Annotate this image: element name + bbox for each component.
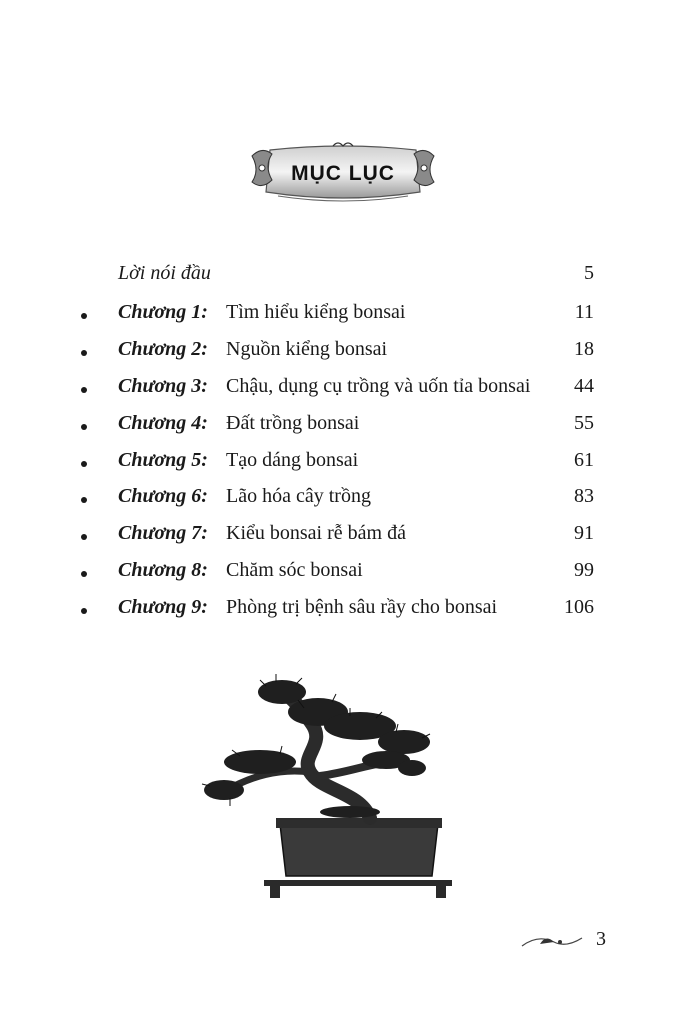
title-banner xyxy=(248,136,438,208)
bullet-icon xyxy=(81,350,87,356)
bonsai-tree-icon xyxy=(200,672,460,902)
toc-row xyxy=(0,375,676,405)
bullet-icon xyxy=(81,497,87,503)
chapter-title: Kiểu bonsai rễ bám đá xyxy=(226,522,406,544)
chapter-label: Chương 6: xyxy=(118,485,208,507)
bullet-icon xyxy=(81,424,87,430)
bullet-icon xyxy=(81,571,87,577)
toc-row xyxy=(0,412,676,442)
chapter-label: Chương 3: xyxy=(118,375,208,397)
chapter-page: 61 xyxy=(574,449,594,471)
chapter-title: Chăm sóc bonsai xyxy=(226,559,363,581)
page-number: 3 xyxy=(596,928,606,950)
bullet-icon xyxy=(81,461,87,467)
footer-ornament xyxy=(520,930,584,957)
chapter-page: 99 xyxy=(574,559,594,581)
toc-intro-label: Lời nói đầu xyxy=(118,262,211,284)
chapter-label: Chương 5: xyxy=(118,449,208,471)
chapter-label: Chương 7: xyxy=(118,522,208,544)
toc-intro-row xyxy=(0,262,676,292)
toc-row xyxy=(0,559,676,589)
bullet-icon xyxy=(81,387,87,393)
chapter-page: 91 xyxy=(574,522,594,544)
toc-row xyxy=(0,338,676,368)
toc-row xyxy=(0,449,676,479)
chapter-page: 18 xyxy=(574,338,594,360)
toc-row xyxy=(0,522,676,552)
toc-row xyxy=(0,596,676,626)
chapter-title: Đất trồng bonsai xyxy=(226,412,360,434)
flourish-icon xyxy=(520,930,584,952)
page-title: MỤC LỤC xyxy=(291,162,395,185)
bullet-icon xyxy=(81,313,87,319)
chapter-title: Chậu, dụng cụ trồng và uốn tỉa bonsai xyxy=(226,375,531,397)
bonsai-illustration xyxy=(200,672,460,907)
chapter-page: 44 xyxy=(574,375,594,397)
bullet-icon xyxy=(81,534,87,540)
chapter-label: Chương 1: xyxy=(118,301,208,323)
toc-intro-page: 5 xyxy=(584,262,594,284)
chapter-label: Chương 2: xyxy=(118,338,208,360)
toc-row xyxy=(0,301,676,331)
chapter-title: Tìm hiểu kiểng bonsai xyxy=(226,301,406,323)
chapter-label: Chương 4: xyxy=(118,412,208,434)
chapter-page: 106 xyxy=(564,596,594,618)
toc-row xyxy=(0,485,676,515)
chapter-label: Chương 9: xyxy=(118,596,208,618)
chapter-page: 55 xyxy=(574,412,594,434)
chapter-title: Tạo dáng bonsai xyxy=(226,449,359,471)
chapter-page: 83 xyxy=(574,485,594,507)
chapter-label: Chương 8: xyxy=(118,559,208,581)
chapter-page: 11 xyxy=(574,301,594,323)
bullet-icon xyxy=(81,608,87,614)
chapter-title: Nguồn kiểng bonsai xyxy=(226,338,388,360)
chapter-title: Phòng trị bệnh sâu rầy cho bonsai xyxy=(226,596,498,618)
chapter-title: Lão hóa cây trồng xyxy=(226,485,371,507)
